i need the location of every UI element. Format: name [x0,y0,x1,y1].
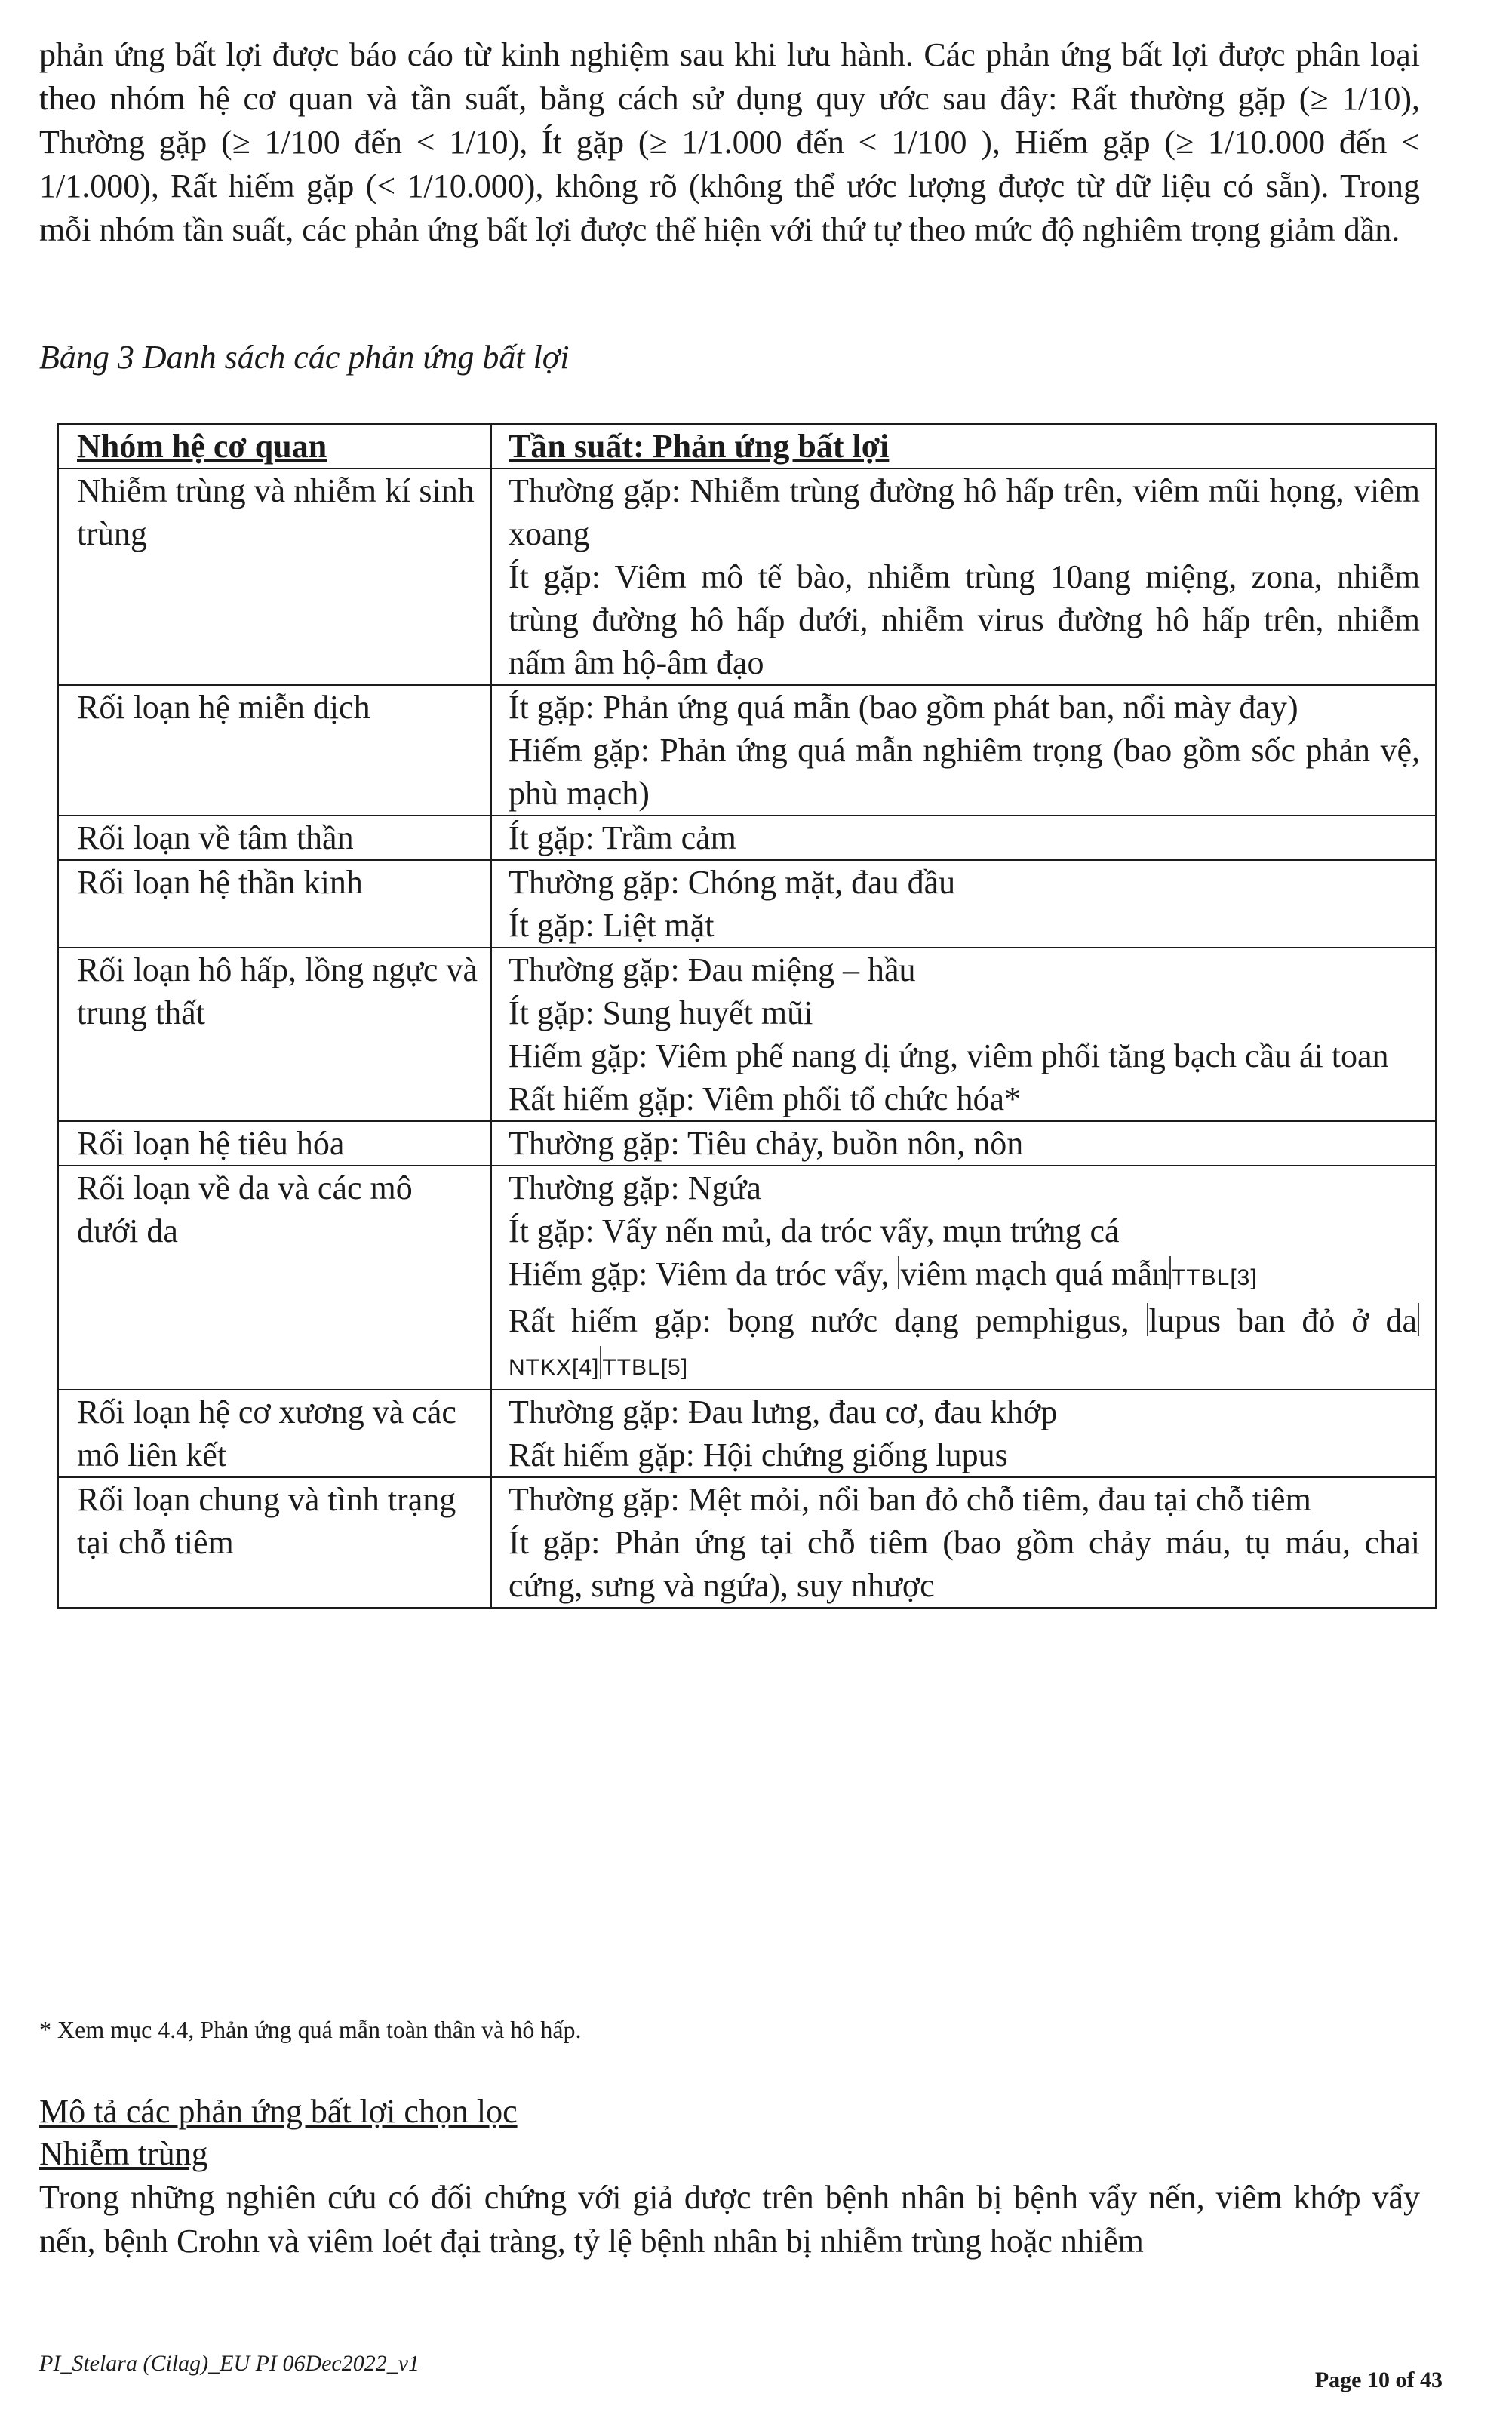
table-header-row [58,424,1436,469]
frequency-line: Thường gặp: Chóng mặt, đau đầu [509,864,956,901]
intro-paragraph: phản ứng bất lợi được báo cáo từ kinh nghiệm sau khi lưu hành. Các phản ứng bất lợi được phân loại theo nhóm hệ cơ quan và tần suất, bằng cách sử dụng quy ước sau đây: Rất thường gặp (≥ 1/10), Thường gặp (≥ 1/100 đến < 1/10), Ít gặp (≥ 1/1.000 đến < 1/100 ), Hiếm gặp (≥ 1/10.000 đến < 1/1.000), Rất hiếm gặp (< 1/10.000), không rõ (không thể ước lượng được từ dữ liệu có sẵn). Trong mỗi nhóm tần suất, các phản ứng bất lợi được thể hiện với thứ tự theo mức độ nghiêm trọng giảm dần. [39,36,1420,248]
organ-class-cell: Nhiễm trùng và nhiễm kí sinh trùng [58,469,491,685]
comment-marker [1418,1303,1419,1336]
adverse-reactions-table [57,423,1437,1609]
organ-class-cell: Rối loạn hệ tiêu hóa [58,1121,491,1166]
commented-term: lupus ban đỏ ở [1148,1302,1369,1339]
frequency-cell [491,1477,1436,1608]
review-comment-tag[interactable]: NTKX[4] [509,1355,600,1380]
table-row [58,948,1436,1121]
frequency-line: Ít gặp: Sung huyết mũi [509,994,813,1031]
comment-marker [1147,1303,1148,1336]
frequency-line: Rất hiếm gặp: Viêm phổi tổ chức hóa* [509,1080,1022,1117]
commented-term: viêm mạch quá mẫn [900,1255,1169,1292]
frequency-line: Thường gặp: Đau lưng, đau cơ, đau khớp [509,1393,1058,1430]
frequency-cell [491,1121,1436,1166]
comment-marker [1169,1256,1171,1289]
organ-class-cell: Rối loạn chung và tình trạng tại chỗ tiêm [58,1477,491,1608]
review-comment-tag[interactable]: TTBL[3] [1171,1265,1258,1290]
table-row [58,1121,1436,1166]
header-frequency: Tần suất: Phản ứng bất lợi [491,424,1436,469]
table-row [58,1477,1436,1608]
frequency-cell [491,1166,1436,1390]
frequency-line: Ít gặp: Liệt mặt [509,907,715,944]
frequency-line: Rất hiếm gặp: Hội chứng giống lupus [509,1436,1008,1473]
table-row [58,816,1436,860]
body-paragraph: Trong những nghiên cứu có đối chứng với giả dược trên bệnh nhân bị bệnh vẩy nến, viêm khớp vẩy nến, bệnh Crohn và viêm loét đại tràng, tỷ lệ bệnh nhân bị nhiễm trùng hoặc nhiễm [39,2179,1420,2260]
organ-class-cell: Rối loạn về da và các mô dưới da [58,1166,491,1390]
frequency-line: Thường gặp: Đau miệng – hầu [509,951,916,988]
frequency-line: Thường gặp: Nhiễm trùng đường hô hấp trên, viêm mũi họng, viêm xoang [509,472,1420,552]
frequency-cell [491,685,1436,816]
organ-class-cell: Rối loạn hệ cơ xương và các mô liên kết [58,1390,491,1477]
organ-class-cell: Rối loạn hệ miễn dịch [58,685,491,816]
table-row [58,1390,1436,1477]
rare-prefix: Hiếm gặp: Viêm da tróc vẩy, [509,1255,898,1292]
footer-document-id: PI_Stelara (Cilag)_EU PI 06Dec2022_v1 [39,2351,420,2376]
organ-class-cell: Rối loạn về tâm thần [58,816,491,860]
frequency-cell [491,1390,1436,1477]
organ-class-cell: Rối loạn hệ thần kinh [58,860,491,948]
frequency-cell [491,860,1436,948]
frequency-cell [491,816,1436,860]
footer-page-number: Page 10 of 43 [1314,2368,1443,2392]
table-footnote: * Xem mục 4.4, Phản ứng quá mẫn toàn thân và hô hấp. [39,2016,582,2043]
table-caption: Bảng 3 Danh sách các phản ứng bất lợi [39,339,570,376]
frequency-line: Thường gặp: Mệt mỏi, nổi ban đỏ chỗ tiêm, đau tại chỗ tiêm [509,1481,1311,1518]
table-row [58,685,1436,816]
frequency-cell [491,469,1436,685]
frequency-line: Ít gặp: Vẩy nến mủ, da tróc vẩy, mụn trứng cá [509,1212,1120,1249]
frequency-line: Ít gặp: Viêm mô tế bào, nhiễm trùng 10ang miệng, zona, nhiễm trùng đường hô hấp dưới, nhiễm virus đường hô hấp trên, nhiễm nấm âm hộ-âm đạo [509,558,1420,681]
commented-term: da [1385,1302,1418,1339]
frequency-line: Hiếm gặp: Viêm phế nang dị ứng, viêm phổi tăng bạch cầu ái toan [509,1037,1389,1074]
organ-class-cell: Rối loạn hô hấp, lồng ngực và trung thất [58,948,491,1121]
table-row [58,860,1436,948]
subsection-title: Nhiễm trùng [39,2135,208,2172]
frequency-line [509,1252,1420,1299]
frequency-line: Thường gặp: Ngứa [509,1169,761,1206]
frequency-line: Ít gặp: Phản ứng quá mẫn (bao gồm phát ban, nổi mày đay) [509,689,1298,726]
frequency-line: Ít gặp: Phản ứng tại chỗ tiêm (bao gồm chảy máu, tụ máu, chai cứng, sưng và ngứa), suy nhược [509,1524,1420,1604]
frequency-line [509,1299,1420,1389]
header-organ-class: Nhóm hệ cơ quan [58,424,491,469]
review-comment-tag[interactable]: TTBL[5] [602,1355,689,1380]
very-rare-prefix: Rất hiếm gặp: bọng nước dạng pemphigus, [509,1302,1146,1339]
frequency-line: Ít gặp: Trầm cảm [509,819,736,856]
frequency-line: Hiếm gặp: Phản ứng quá mẫn nghiêm trọng (bao gồm sốc phản vệ, phù mạch) [509,732,1420,812]
frequency-line: Thường gặp: Tiêu chảy, buồn nôn, nôn [509,1125,1024,1162]
frequency-cell [491,948,1436,1121]
section-title: Mô tả các phản ứng bất lợi chọn lọc [39,2093,518,2130]
table-row [58,1166,1436,1390]
table-row [58,469,1436,685]
